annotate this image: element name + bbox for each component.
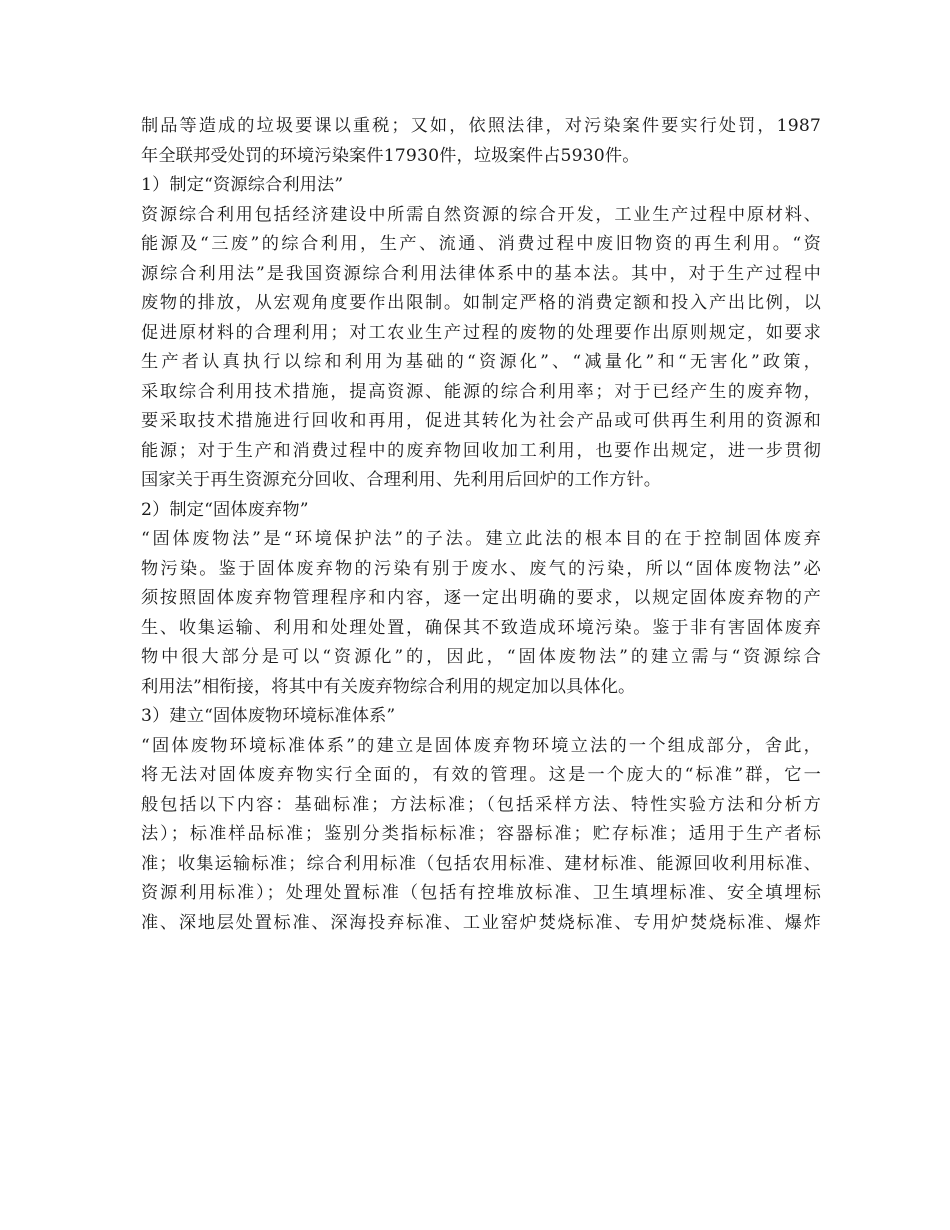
paragraph-line: 要采取技术措施进行回收和再用，促进其转化为社会产品或可供再生利用的资源和 xyxy=(141,411,821,431)
paragraph-line: 废物的排放，从宏观角度要作出限制。如制定严格的消费定额和投入产出比例，以 xyxy=(141,293,821,313)
paragraph-line: 准、深地层处置标准、深海投弃标准、工业窑炉焚烧标准、专用炉焚烧标准、爆炸 xyxy=(141,912,821,933)
paragraph-line: 物中很大部分是可以“资源化”的，因此，“固体废物法”的建立需与“资源综合 xyxy=(141,647,821,667)
paragraph-line: 物污染。鉴于固体废弃物的污染有别于废水、废气的污染，所以“固体废物法”必 xyxy=(141,558,821,579)
paragraph-line: 制品等造成的垃圾要课以重税；又如，依照法律，对污染案件要实行处罚，1987 xyxy=(141,116,821,136)
section-heading: 3）建立“固体废物环境标准体系” xyxy=(141,706,396,726)
paragraph-line: 须按照固体废弃物管理程序和内容，逐一定出明确的要求，以规定固体废弃物的产 xyxy=(141,588,821,608)
paragraph-line: 利用法”相衔接，将其中有关废弃物综合利用的规定加以具体化。 xyxy=(141,676,636,697)
paragraph-line: 生产者认真执行以综和利用为基础的“资源化”、“减量化”和“无害化”政策， xyxy=(141,352,821,372)
paragraph-line: 准；收集运输标准；综合利用标准（包括农用标准、建材标准、能源回收利用标准、 xyxy=(141,853,821,874)
paragraph-line: 促进原材料的合理利用；对工农业生产过程的废物的处理要作出原则规定，如要求 xyxy=(141,322,821,343)
paragraph-line: 般包括以下内容：基础标准；方法标准；（包括采样方法、特性实验方法和分析方 xyxy=(141,794,821,815)
paragraph-line: 资源利用标准）；处理处置标准（包括有控堆放标准、卫生填埋标准、安全填埋标 xyxy=(141,883,821,903)
paragraph-line: 将无法对固体废弃物实行全面的，有效的管理。这是一个庞大的“标准”群，它一 xyxy=(141,765,821,785)
paragraph-line: 国家关于再生资源充分回收、合理利用、先利用后回炉的工作方针。 xyxy=(141,470,662,490)
section-heading: 1）制定“资源综合利用法” xyxy=(141,175,344,195)
paragraph-line: 能源及“三废”的综合利用，生产、流通、消费过程中废旧物资的再生利用。“资 xyxy=(141,234,821,254)
document-page xyxy=(141,112,821,938)
paragraph-line: 能源；对于生产和消费过程中的废弃物回收加工利用，也要作出规定，进一步贯彻 xyxy=(141,440,821,461)
paragraph-line: 生、收集运输、利用和处理处置，确保其不致造成环境污染。鉴于非有害固体废弃 xyxy=(141,617,821,638)
paragraph-line: 采取综合利用技术措施，提高资源、能源的综合利用率；对于已经产生的废弃物， xyxy=(141,381,821,402)
paragraph-line: 源综合利用法”是我国资源综合利用法律体系中的基本法。其中，对于生产过程中 xyxy=(141,263,821,284)
section-heading: 2）制定“固体废弃物” xyxy=(141,499,309,520)
paragraph-line: 法）；标准样品标准；鉴别分类指标标准；容器标准；贮存标准；适用于生产者标 xyxy=(141,824,821,844)
paragraph-line: “固体废物法”是“环境保护法”的子法。建立此法的根本目的在于控制固体废弃 xyxy=(141,529,821,549)
paragraph-line: 资源综合利用包括经济建设中所需自然资源的综合开发，工业生产过程中原材料、 xyxy=(141,204,821,225)
paragraph-line: “固体废物环境标准体系”的建立是固体废弃物环境立法的一个组成部分，舍此， xyxy=(141,735,821,756)
paragraph-line: 年全联邦受处罚的环境污染案件17930件，垃圾案件占5930件。 xyxy=(141,145,640,166)
